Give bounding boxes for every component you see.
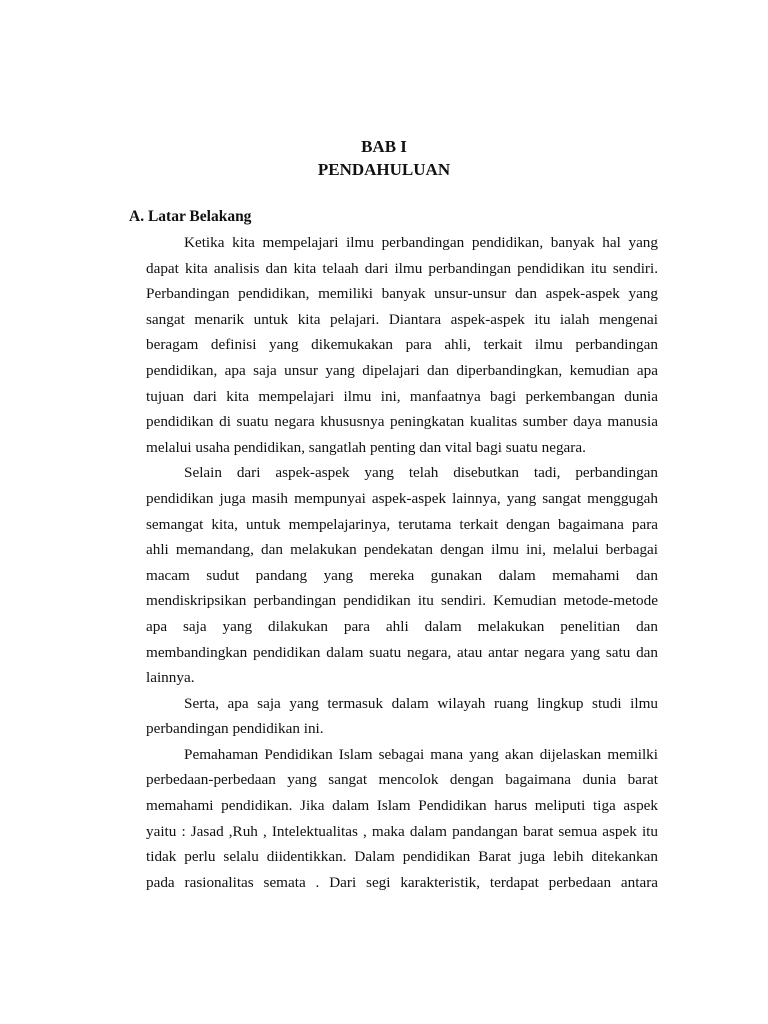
paragraph [146, 742, 658, 896]
text-line: ahli memandang, dan melakukan pendekatan dengan ilmu ini, melalui berbagai [146, 541, 658, 559]
chapter-number: BAB I [361, 137, 407, 156]
chapter-title: PENDAHULUAN [317, 160, 451, 179]
text-line: mendiskripsikan perbandingan pendidikan itu sendiri. Kemudian metode-metode [146, 592, 658, 610]
text-line: pada rasionalitas semata . Dari segi karakteristik, terdapat perbedaan antara [146, 873, 658, 891]
text-line: yaitu : Jasad ,Ruh , Intelektualitas , maka dalam pandangan barat semua aspek itu [146, 822, 658, 840]
text-line: pendidikan di suatu negara khususnya peningkatan kualitas sumber daya manusia [146, 413, 658, 431]
text-line: beragam definisi yang dikemukakan para ahli, terkait ilmu perbandingan [146, 336, 658, 354]
text-line: memahami pendidikan. Jika dalam Islam Pendidikan harus meliputi tiga aspek [146, 797, 658, 815]
text-line: Pemahaman Pendidikan Islam sebagai mana yang akan dijelaskan memilki [184, 745, 658, 763]
text-line: Perbandingan pendidikan, memiliki banyak unsur-unsur dan aspek-aspek yang [146, 285, 658, 303]
text-line: Serta, apa saja yang termasuk dalam wilayah ruang lingkup studi ilmu [184, 694, 658, 712]
text-line: perbedaan-perbedaan yang sangat mencolok dengan bagaimana dunia barat [146, 771, 658, 789]
text-line: dapat kita analisis dan kita telaah dari ilmu perbandingan pendidikan itu sendiri. [146, 259, 658, 277]
text-line: melalui usaha pendidikan, sangatlah penting dan vital bagi suatu negara. [146, 438, 586, 456]
text-line: sangat menarik untuk kita pelajari. Diantara aspek-aspek itu ialah mengenai [146, 310, 658, 328]
paragraph [146, 460, 658, 690]
text-line: pendidikan, apa saja unsur yang dipelajari dan diperbandingkan, kemudian apa [146, 361, 658, 379]
text-line: Selain dari aspek-aspek yang telah disebutkan tadi, perbandingan [184, 464, 658, 482]
text-line: semangat kita, untuk mempelajarinya, terutama terkait dengan bagaimana para [146, 515, 658, 533]
paragraph [146, 230, 658, 460]
text-line: tidak perlu selalu diidentikkan. Dalam pendidikan Barat juga lebih ditekankan [146, 848, 658, 866]
body-text [146, 230, 658, 895]
text-line: membandingkan pendidikan dalam suatu negara, atau antar negara yang satu dan [146, 643, 658, 661]
text-line: macam sudut pandang yang mereka gunakan dalam memahami dan [146, 566, 658, 584]
section-title: A. Latar Belakang [129, 208, 252, 225]
text-line: Ketika kita mempelajari ilmu perbandingan pendidikan, banyak hal yang [184, 234, 658, 251]
text-line: apa saja yang dilakukan para ahli dalam melakukan penelitian dan [146, 617, 658, 635]
text-line: perbandingan pendidikan ini. [146, 720, 324, 738]
text-line: pendidikan juga masih mempunyai aspek-aspek lainnya, yang sangat menggugah [146, 489, 658, 507]
text-line: tujuan dari kita mempelajari ilmu ini, manfaatnya bagi perkembangan dunia [146, 387, 658, 405]
text-line: lainnya. [146, 669, 195, 687]
paragraph [146, 691, 658, 742]
